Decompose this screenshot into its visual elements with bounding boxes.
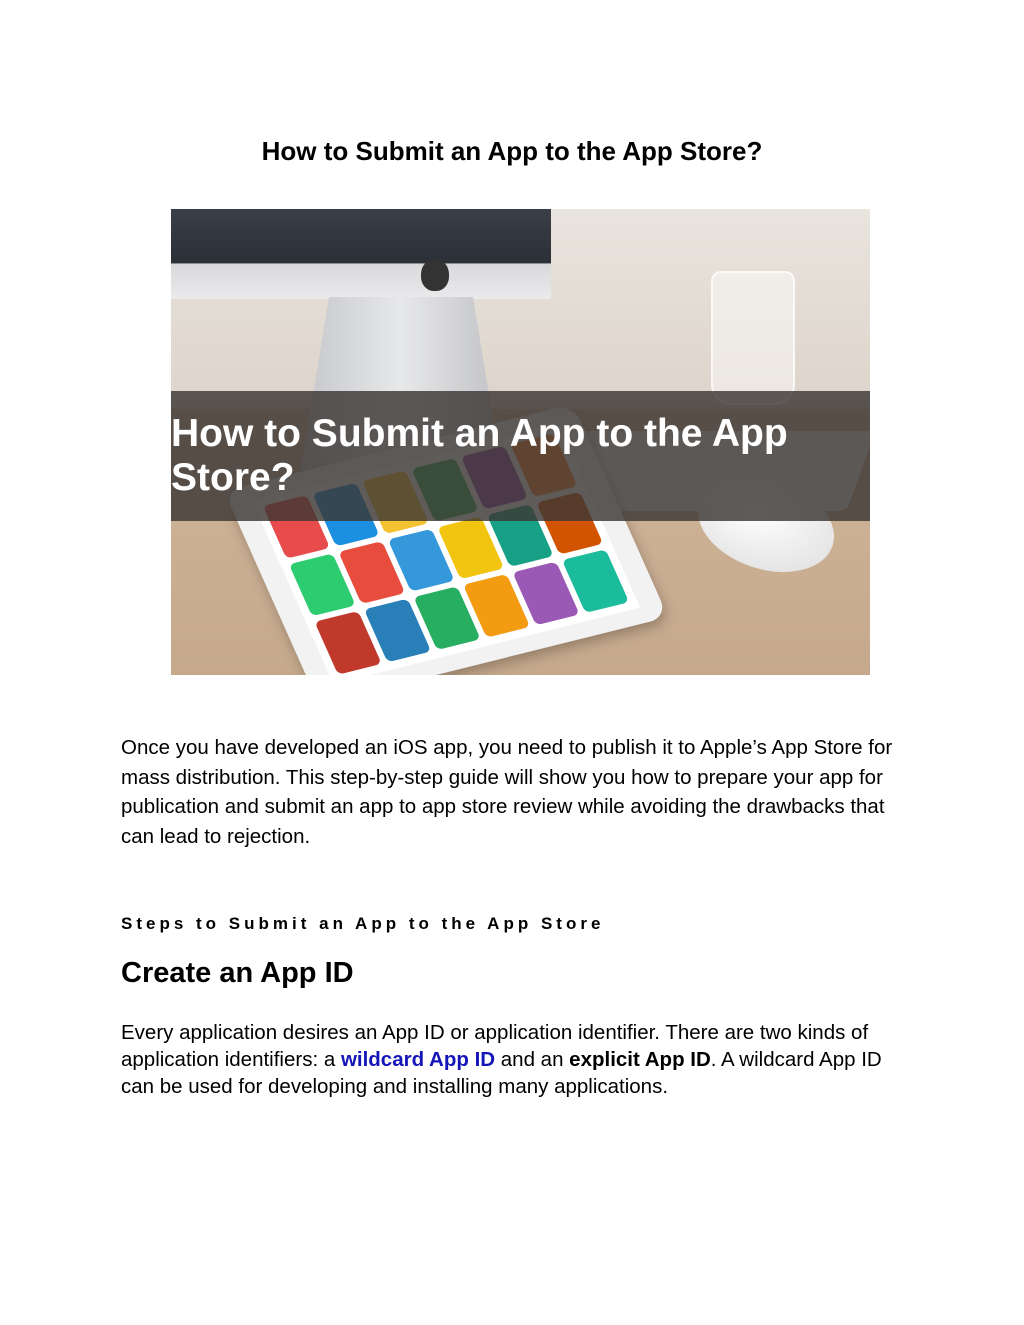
wildcard-app-id-link[interactable]: wildcard App ID xyxy=(340,1048,496,1071)
hero-image xyxy=(171,209,870,675)
page-title: How to Submit an App to the App Store? xyxy=(261,136,763,166)
hero-monitor xyxy=(171,209,551,299)
body-text-part-3: . A wildcard App ID can be used for developing and installing many applications. xyxy=(121,1048,882,1098)
apple-logo-icon xyxy=(421,259,449,291)
section-title: Create an App ID xyxy=(121,957,354,989)
hero-banner-text: How to Submit an App to the App Store? xyxy=(171,391,870,521)
section-body xyxy=(121,1019,911,1100)
body-text-part-1: Every application desires an App ID or application identifier. There are two kinds of application identifiers: a xyxy=(121,1021,869,1071)
steps-heading: Steps to Submit an App to the App Store xyxy=(121,914,605,933)
explicit-app-id-text: explicit App ID xyxy=(569,1048,711,1071)
body-text-part-2: and an xyxy=(495,1048,570,1071)
intro-paragraph: Once you have developed an iOS app, you need to publish it to Apple’s App Store for mass distribution. This step-by-step guide will show you how to prepare your app for publication and submit an app to app store review while avoiding the drawbacks that can lead to rejection. xyxy=(121,736,893,848)
hero-glass xyxy=(711,271,795,405)
